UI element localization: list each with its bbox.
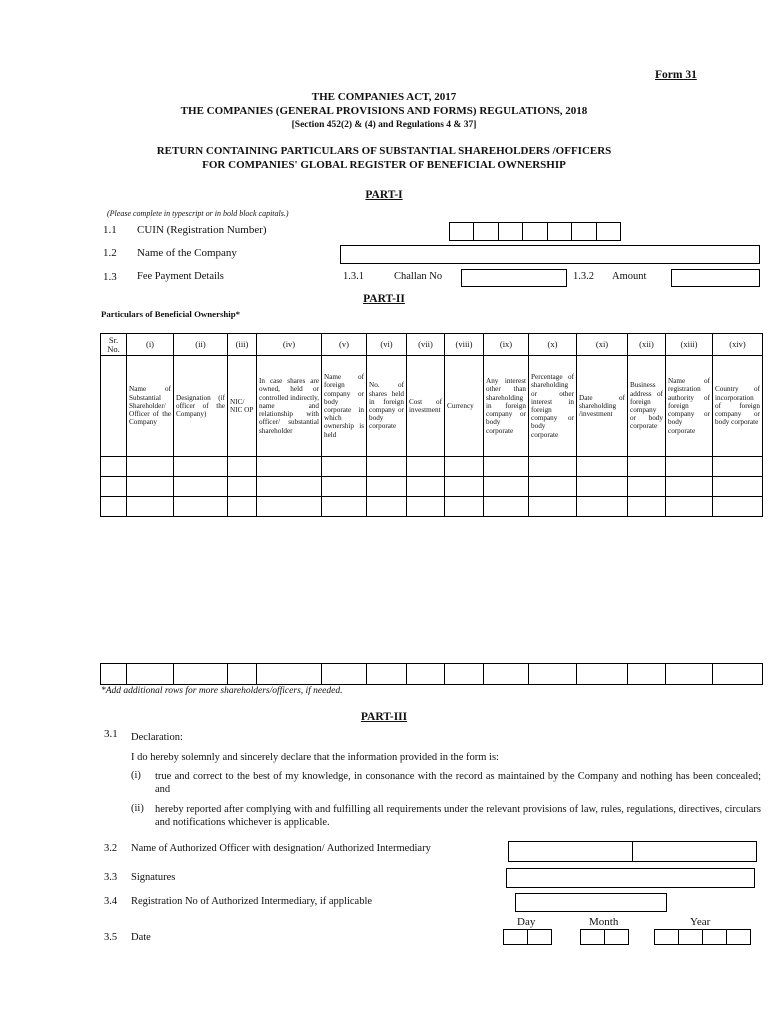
beneficial-ownership-table — [100, 333, 763, 517]
date-month-input[interactable] — [580, 929, 629, 945]
clause-i-number: (i) — [131, 770, 141, 781]
authorized-officer-designation-input[interactable] — [632, 841, 757, 862]
col-head: Percentage of shareholding or other interest in foreign company or body corporate — [529, 356, 577, 457]
col-num: (v) — [322, 334, 367, 356]
additional-rows-footnote: *Add additional rows for more shareholders/officers, if needed. — [101, 686, 343, 696]
col-head — [101, 356, 127, 457]
table-row[interactable] — [101, 497, 763, 517]
field-1-3-number: 1.3 — [103, 271, 117, 283]
company-name-input[interactable] — [340, 245, 760, 264]
declaration-label: Declaration: — [131, 732, 183, 743]
part-three-heading: PART-III — [360, 711, 408, 723]
additional-rows-table — [100, 663, 763, 685]
col-num: (vii) — [407, 334, 445, 356]
date-day-input[interactable] — [503, 929, 552, 945]
col-num: (xii) — [628, 334, 666, 356]
section-reference: [Section 452(2) & (4) and Regulations 4 & 37] — [291, 120, 477, 130]
field-1-3-2-number: 1.3.2 — [573, 271, 594, 282]
col-head: Name of registration authority of foreign company or body corporate — [666, 356, 713, 457]
field-1-1-number: 1.1 — [103, 224, 117, 236]
col-num: (xiv) — [713, 334, 763, 356]
cuin-input[interactable] — [449, 222, 621, 241]
col-num: (iii) — [228, 334, 257, 356]
field-3-2-number: 3.2 — [104, 843, 118, 854]
col-head: Name of Substantial Shareholder/ Officer of the Company — [127, 356, 174, 457]
year-label: Year — [690, 916, 711, 928]
return-title-line1: RETURN CONTAINING PARTICULARS OF SUBSTANTIAL SHAREHOLDERS /OFFICERS — [156, 145, 612, 157]
col-num: Sr. No. — [101, 334, 127, 356]
table-row[interactable] — [101, 664, 763, 685]
amount-label: Amount — [612, 271, 647, 282]
col-num: (ii) — [174, 334, 228, 356]
col-head: Country of incorporation of foreign company or body corporate — [713, 356, 763, 457]
day-label: Day — [517, 916, 536, 928]
col-head: Business address of foreign company or body corporate — [628, 356, 666, 457]
part-one-note: (Please complete in typescript or in bold block capitals.) — [107, 209, 289, 218]
col-num: (iv) — [257, 334, 322, 356]
field-1-3-1-number: 1.3.1 — [343, 271, 364, 282]
field-1-3-label: Fee Payment Details — [137, 271, 224, 282]
part-two-heading: PART-II — [363, 293, 405, 305]
column-number-row — [101, 334, 763, 356]
col-head: No. of shares held in foreign company or body corporate — [367, 356, 407, 457]
field-3-5-number: 3.5 — [104, 932, 118, 943]
registration-no-input[interactable] — [515, 893, 667, 912]
col-num: (i) — [127, 334, 174, 356]
col-head: Designation (if officer of the Company) — [174, 356, 228, 457]
field-1-2-label: Name of the Company — [137, 247, 237, 259]
return-title-line2: FOR COMPANIES' GLOBAL REGISTER OF BENEFICIAL OWNERSHIP — [202, 159, 566, 171]
act-title: THE COMPANIES ACT, 2017 — [311, 91, 457, 103]
declaration-statement: I do hereby solemnly and sincerely declare that the information provided in the form is: — [131, 752, 499, 763]
col-num: (xi) — [577, 334, 628, 356]
col-head: NIC/ NIC OP — [228, 356, 257, 457]
column-header-row — [101, 356, 763, 457]
col-head: Currency — [445, 356, 484, 457]
field-3-4-number: 3.4 — [104, 896, 118, 907]
field-1-2-number: 1.2 — [103, 247, 117, 259]
col-num: (viii) — [445, 334, 484, 356]
challan-no-label: Challan No — [394, 271, 443, 282]
field-1-1-label: CUIN (Registration Number) — [137, 224, 267, 236]
registration-no-label: Registration No of Authorized Intermediary, if applicable — [131, 896, 373, 907]
col-num: (vi) — [367, 334, 407, 356]
authorized-officer-name-input[interactable] — [508, 841, 633, 862]
date-label: Date — [131, 932, 151, 943]
col-head: Any interest other than shareholding in foreign company or body corporate — [484, 356, 529, 457]
col-head: Name of foreign company or body corporate in which ownership is held — [322, 356, 367, 457]
field-3-1-number: 3.1 — [104, 728, 118, 740]
field-3-3-number: 3.3 — [104, 872, 118, 883]
col-head: Cost of investment — [407, 356, 445, 457]
clause-ii-text: hereby reported after complying with and fulfilling all requirements under the relevant provisions of law, rules, regulations, directives, circulars and notifications whichever is applicable. — [155, 804, 761, 828]
signatures-label: Signatures — [131, 872, 176, 883]
authorized-officer-label: Name of Authorized Officer with designation/ Authorized Intermediary — [131, 843, 431, 854]
date-year-input[interactable] — [654, 929, 751, 945]
challan-no-input[interactable] — [461, 269, 567, 287]
form-number: Form 31 — [655, 69, 697, 81]
table-row[interactable] — [101, 477, 763, 497]
col-head: Date of shareholding /investment — [577, 356, 628, 457]
col-num: (x) — [529, 334, 577, 356]
clause-i-text: true and correct to the best of my knowledge, in consonance with the record as maintained by the Company and nothing has been concealed; and — [155, 771, 761, 795]
table-row[interactable] — [101, 457, 763, 477]
amount-input[interactable] — [671, 269, 760, 287]
part-one-heading: PART-I — [365, 189, 403, 201]
col-num: (xiii) — [666, 334, 713, 356]
col-num: (ix) — [484, 334, 529, 356]
month-label: Month — [589, 916, 619, 928]
regulations-title: THE COMPANIES (GENERAL PROVISIONS AND FORMS) REGULATIONS, 2018 — [180, 105, 588, 117]
part-two-subheading: Particulars of Beneficial Ownership* — [101, 309, 241, 319]
col-head: In case shares are owned, held or controlled indirectly, name and relationship with officer/ substantial shareholder — [257, 356, 322, 457]
signatures-input[interactable] — [506, 868, 755, 888]
clause-ii-number: (ii) — [131, 803, 144, 814]
